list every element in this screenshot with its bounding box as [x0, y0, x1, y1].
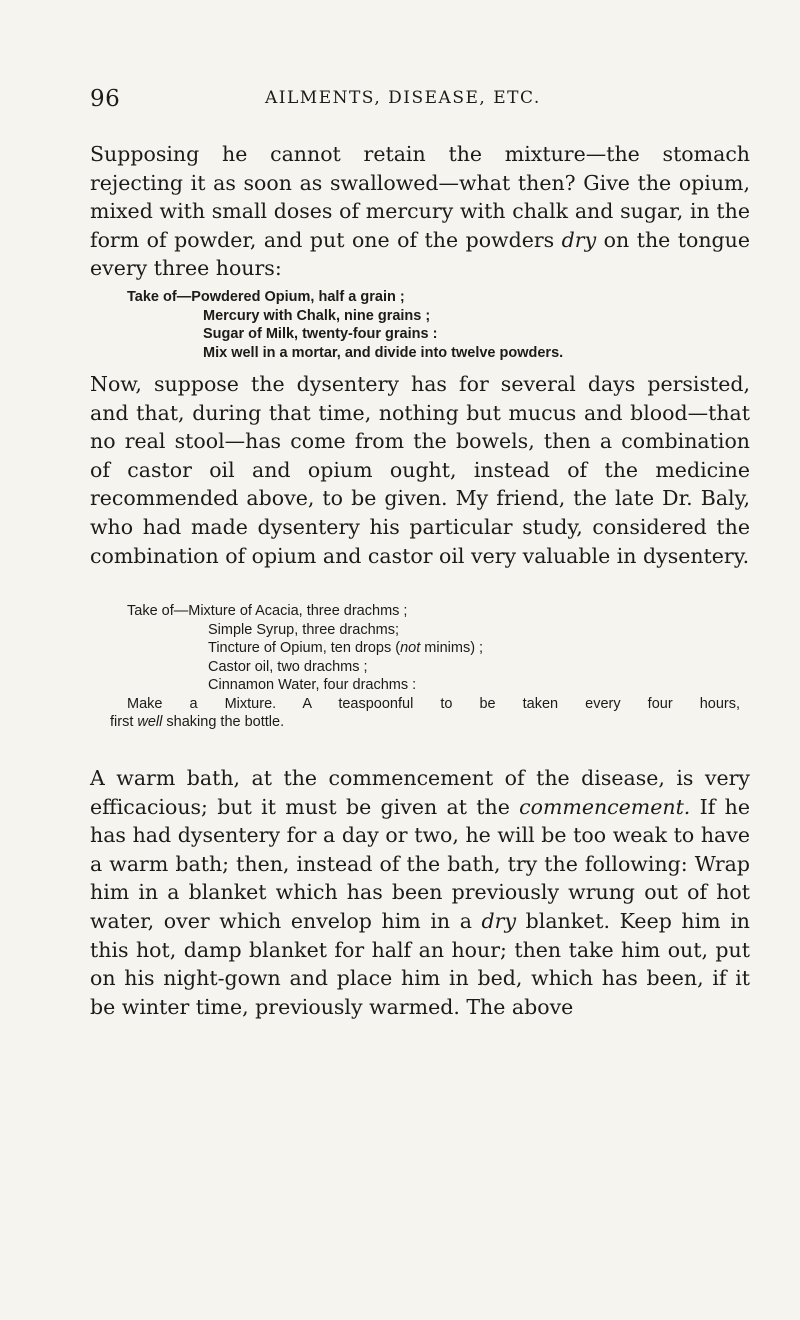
recipe-2-line-7-b: shaking the bottle. — [162, 714, 285, 730]
recipe-2-line-3-b: minims) ; — [420, 640, 484, 656]
recipe-1-line: Take of—Powdered Opium, half a grain ; — [127, 289, 405, 305]
recipe-1-line: Mix well in a mortar, and divide into twelve powders. — [203, 344, 564, 361]
paragraph-1 — [90, 140, 750, 283]
paragraph-3-emphasis-2: dry — [481, 908, 517, 933]
paragraph-3-emphasis-1: commencement. — [519, 794, 691, 819]
page-number: 96 — [90, 86, 121, 112]
recipe-2-line-7-emphasis: well — [137, 714, 163, 730]
recipe-2-line-3-emphasis: not — [400, 640, 421, 656]
paragraph-3-text-b: If he has had dysentery for a day or two, he will be too weak to have a warm bath; then, instead of the bath, try the following: Wrap him in a blanket which has been previously wrung out of hot water, over which envelop him in a — [90, 794, 750, 933]
page-header — [90, 86, 750, 112]
recipe-1 — [110, 288, 740, 362]
recipe-2-line-4: Castor oil, two drachms ; — [208, 658, 368, 675]
recipe-2-line-3 — [110, 639, 740, 658]
recipe-2-line-2: Simple Syrup, three drachms; — [208, 621, 399, 638]
recipe-2-line-6: Make a Mixture. A teaspoonful to be taken every four hours, — [127, 695, 740, 712]
recipe-2 — [110, 602, 740, 732]
paragraph-1-text-a: Supposing he cannot retain the mixture—the stomach rejecting it as soon as swallowed—what then? Give the opium, mixed with small doses of mercury with chalk and sugar, in the form of powder, and put one of the powders — [90, 142, 750, 252]
paragraph-3-text-a: A warm bath, at the commencement of the disease, is very efficacious; but it must be given at the — [90, 766, 750, 819]
paragraph-3-text-c: blanket. Keep him in this hot, damp blanket for half an hour; then take him out, put on his night-gown and place him in bed, which has been, if it be winter time, previously warmed. The above — [90, 908, 750, 1019]
recipe-1-line: Sugar of Milk, twenty-four grains : — [203, 326, 438, 342]
recipe-2-line-1: Take of—Mixture of Acacia, three drachms ; — [127, 603, 408, 619]
recipe-2-line-3-a: Tincture of Opium, ten drops ( — [208, 640, 401, 656]
recipe-2-line-5: Cinnamon Water, four drachms : — [208, 677, 417, 693]
recipe-2-line-7-a: first — [110, 714, 138, 730]
running-head: AILMENTS, DISEASE, ETC. — [265, 88, 541, 108]
paragraph-1-text-b: on the tongue every three hours: — [90, 227, 750, 281]
recipe-1-line: Mercury with Chalk, nine grains ; — [203, 307, 431, 324]
recipe-2-line-7 — [110, 713, 740, 732]
paragraph-2: Now, suppose the dysentery has for several days persisted, and that, during that time, nothing but mucus and blood—that no real stool—has come from the bowels, then a combination of castor oil and opium ought, instead of the medicine recommended above, to be given. My friend, the late Dr. Baly, who had made dysentery his particular study, considered the combination of opium and castor oil very valuable in dysentery. — [90, 372, 750, 568]
paragraph-3 — [90, 764, 750, 1021]
paragraph-1-emphasis: dry — [561, 227, 597, 252]
